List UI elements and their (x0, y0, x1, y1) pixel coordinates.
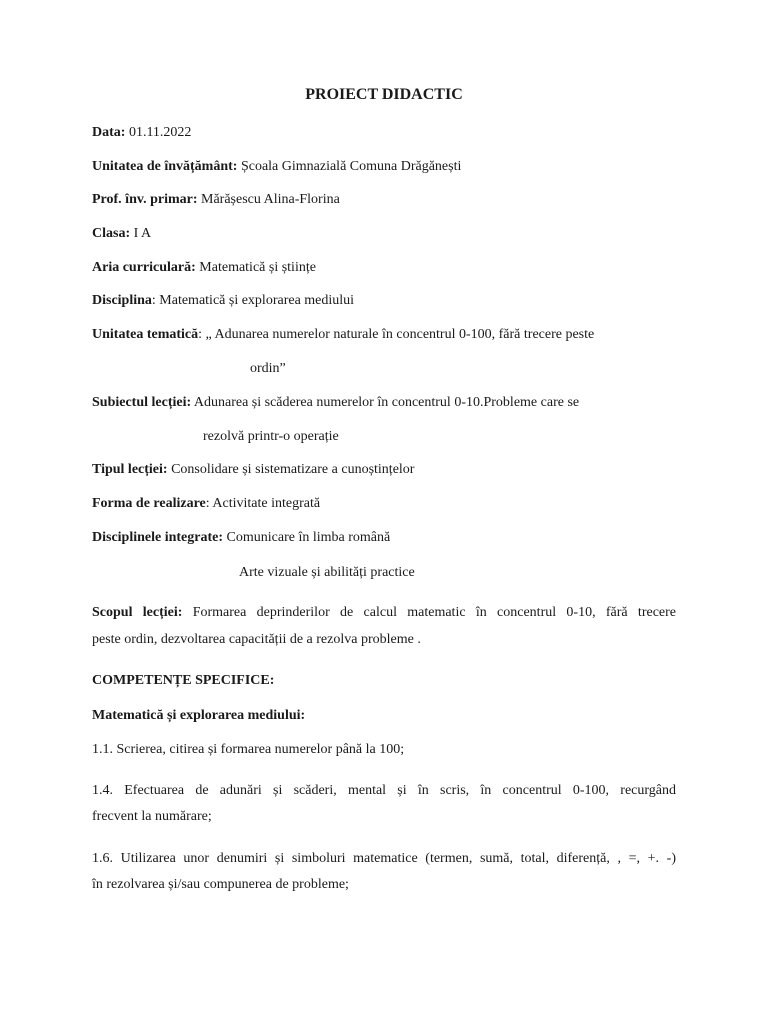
field-value: Mărășescu Alina-Florina (197, 192, 340, 207)
field-label: Subiectul lecției: (92, 395, 192, 410)
competenta-1-4-line1: 1.4. Efectuarea de adunări și scăderi, mental și în scris, în concentrul 0-100, recurgând (92, 783, 676, 798)
field-value: Comunicare în limba română (223, 530, 391, 545)
competenta-1-6-line1: 1.6. Utilizarea unor denumiri și simboluri matematice (termen, sumă, total, diferență, , =, +. -) (92, 851, 676, 866)
document-title: PROIECT DIDACTIC (305, 86, 463, 103)
field-label: Scopul lecției: (92, 605, 183, 620)
field-scopul-line2: peste ordin, dezvoltarea capacității de a rezolva probleme . (92, 632, 421, 647)
field-disciplinele (92, 529, 390, 547)
field-value: Școala Gimnazială Comuna Drăgănești (237, 159, 462, 174)
field-label: Unitatea tematică (92, 327, 199, 342)
field-value: 01.11.2022 (125, 125, 192, 140)
field-label: Disciplina (92, 293, 152, 308)
field-data (92, 124, 191, 142)
field-label: Prof. înv. primar: (92, 192, 198, 207)
field-value: Consolidare și sistematizare a cunoștințelor (167, 462, 415, 477)
field-label: Unitatea de învățământ: (92, 159, 238, 174)
competenta-1-6-line2: în rezolvarea și/sau compunerea de probleme; (92, 877, 349, 892)
field-prof (92, 191, 340, 209)
field-value: : „ Adunarea numerelor naturale în concentrul 0-100, fără trecere peste (198, 327, 595, 342)
competenta-1-1: 1.1. Scrierea, citirea și formarea numerelor până la 100; (92, 742, 405, 757)
field-label: Data: (92, 125, 126, 140)
field-unitatea-invatamant (92, 158, 461, 176)
field-label: Tipul lecției: (92, 462, 168, 477)
field-value: Matematică și științe (195, 260, 316, 275)
field-label: Disciplinele integrate: (92, 530, 224, 545)
field-continuation: Arte vizuale și abilități practice (239, 565, 415, 580)
field-forma (92, 495, 320, 513)
field-scopul-line1 (92, 604, 676, 622)
field-value: : Matematică și explorarea mediului (151, 293, 355, 308)
section-subheading: Matematică și explorarea mediului: (92, 708, 306, 723)
field-value: I A (130, 226, 152, 241)
field-label: Forma de realizare (92, 496, 206, 511)
field-continuation: rezolvă printr-o operație (203, 429, 339, 444)
field-subiectul (92, 394, 579, 412)
field-tipul (92, 461, 414, 479)
field-clasa (92, 225, 151, 243)
field-aria (92, 259, 316, 277)
field-value: : Activitate integrată (205, 496, 321, 511)
field-disciplina (92, 292, 354, 310)
field-label: Clasa: (92, 226, 131, 241)
field-value: Adunarea și scăderea numerelor în concentrul 0-10.Probleme care se (191, 395, 580, 410)
competenta-1-4-line2: frecvent la numărare; (92, 809, 212, 824)
field-value: Formarea deprinderilor de calcul matematic în concentrul 0-10, fără trecere (182, 605, 676, 620)
section-heading: COMPETENȚE SPECIFICE: (92, 673, 275, 688)
field-continuation: ordin” (250, 361, 286, 376)
field-unitatea-tematica (92, 326, 594, 344)
field-label: Aria curriculară: (92, 260, 196, 275)
